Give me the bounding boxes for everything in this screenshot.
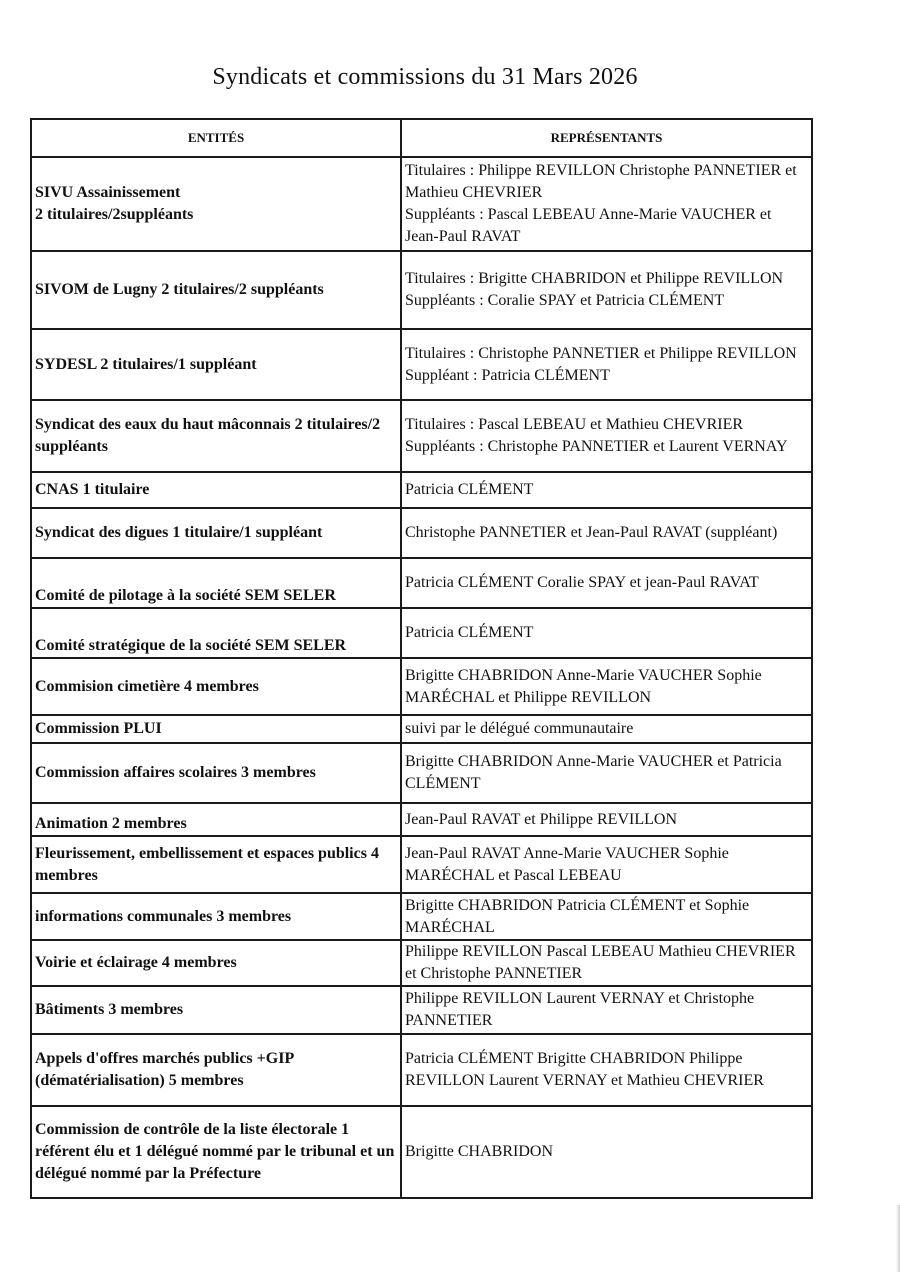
representatives-cell: Patricia CLÉMENT Coralie SPAY et jean-Paul RAVAT	[401, 558, 812, 608]
table-row	[31, 608, 812, 658]
representatives-cell: Brigitte CHABRIDON Anne-Marie VAUCHER Sophie MARÉCHAL et Philippe REVILLON	[401, 658, 812, 715]
representatives-cell: Brigitte CHABRIDON	[401, 1106, 812, 1198]
entity-cell: Voirie et éclairage 4 membres	[31, 940, 401, 986]
representatives-cell: Brigitte CHABRIDON Patricia CLÉMENT et Sophie MARÉCHAL	[401, 893, 812, 940]
page-edge-shadow	[896, 1205, 900, 1272]
entity-cell: Commission de contrôle de la liste électorale 1 référent élu et 1 délégué nommé par le tribunal et un délégué nommé par la Préfecture	[31, 1106, 401, 1198]
table-row	[31, 986, 812, 1034]
entity-cell: Syndicat des digues 1 titulaire/1 suppléant	[31, 508, 401, 558]
representatives-cell: Titulaires : Philippe REVILLON Christophe PANNETIER et Mathieu CHEVRIER Suppléants : Pascal LEBEAU Anne-Marie VAUCHER et Jean-Paul RAVAT	[401, 157, 812, 251]
table-row	[31, 803, 812, 836]
representatives-cell: Patricia CLÉMENT Brigitte CHABRIDON Philippe REVILLON Laurent VERNAY et Mathieu CHEVRIER	[401, 1034, 812, 1106]
table-row	[31, 743, 812, 803]
representatives-cell: Patricia CLÉMENT	[401, 472, 812, 508]
entity-cell: Bâtiments 3 membres	[31, 986, 401, 1034]
table-row	[31, 1106, 812, 1198]
table-row	[31, 508, 812, 558]
representatives-cell: Christophe PANNETIER et Jean-Paul RAVAT (suppléant)	[401, 508, 812, 558]
entity-cell: Commission PLUI	[31, 715, 401, 743]
representatives-cell: Brigitte CHABRIDON Anne-Marie VAUCHER et Patricia CLÉMENT	[401, 743, 812, 803]
table-row	[31, 940, 812, 986]
table-row	[31, 893, 812, 940]
entity-cell: Commission affaires scolaires 3 membres	[31, 743, 401, 803]
table-row	[31, 157, 812, 251]
table-row	[31, 251, 812, 329]
entity-cell: Comité stratégique de la société SEM SELER	[31, 608, 401, 658]
representatives-cell: Jean-Paul RAVAT Anne-Marie VAUCHER Sophie MARÉCHAL et Pascal LEBEAU	[401, 836, 812, 893]
entity-cell: informations communales 3 membres	[31, 893, 401, 940]
entity-cell: SIVOM de Lugny 2 titulaires/2 suppléants	[31, 251, 401, 329]
representatives-cell: Patricia CLÉMENT	[401, 608, 812, 658]
entity-cell: Commision cimetière 4 membres	[31, 658, 401, 715]
representatives-cell: Titulaires : Christophe PANNETIER et Philippe REVILLON Suppléant : Patricia CLÉMENT	[401, 329, 812, 400]
entity-cell: Syndicat des eaux du haut mâconnais 2 titulaires/2 suppléants	[31, 400, 401, 472]
table-row	[31, 715, 812, 743]
table-row	[31, 1034, 812, 1106]
representatives-cell: Jean-Paul RAVAT et Philippe REVILLON	[401, 803, 812, 836]
table-row	[31, 329, 812, 400]
representatives-cell: Philippe REVILLON Laurent VERNAY et Christophe PANNETIER	[401, 986, 812, 1034]
entity-cell: Comité de pilotage à la société SEM SELER	[31, 558, 401, 608]
entity-cell: SYDESL 2 titulaires/1 suppléant	[31, 329, 401, 400]
entity-cell: Fleurissement, embellissement et espaces publics 4 membres	[31, 836, 401, 893]
representatives-cell: Philippe REVILLON Pascal LEBEAU Mathieu CHEVRIER et Christophe PANNETIER	[401, 940, 812, 986]
representatives-cell: Titulaires : Pascal LEBEAU et Mathieu CHEVRIER Suppléants : Christophe PANNETIER et Laurent VERNAY	[401, 400, 812, 472]
entities-header: ENTITÉS	[31, 119, 401, 157]
table-row	[31, 558, 812, 608]
representatives-cell: Titulaires : Brigitte CHABRIDON et Philippe REVILLON Suppléants : Coralie SPAY et Patricia CLÉMENT	[401, 251, 812, 329]
table-row	[31, 836, 812, 893]
representatives-table	[30, 118, 813, 1199]
representatives-cell: suivi par le délégué communautaire	[401, 715, 812, 743]
page-title: Syndicats et commissions du 31 Mars 2026	[212, 64, 638, 90]
table-row	[31, 658, 812, 715]
entity-cell: SIVU Assainissement 2 titulaires/2suppléants	[31, 157, 401, 251]
entity-cell: Animation 2 membres	[31, 803, 401, 836]
table-row	[31, 400, 812, 472]
entity-cell: CNAS 1 titulaire	[31, 472, 401, 508]
table-row	[31, 472, 812, 508]
entity-cell: Appels d'offres marchés publics +GIP (dématérialisation) 5 membres	[31, 1034, 401, 1106]
representatives-header: REPRÉSENTANTS	[401, 119, 812, 157]
table-header-row	[31, 119, 812, 157]
